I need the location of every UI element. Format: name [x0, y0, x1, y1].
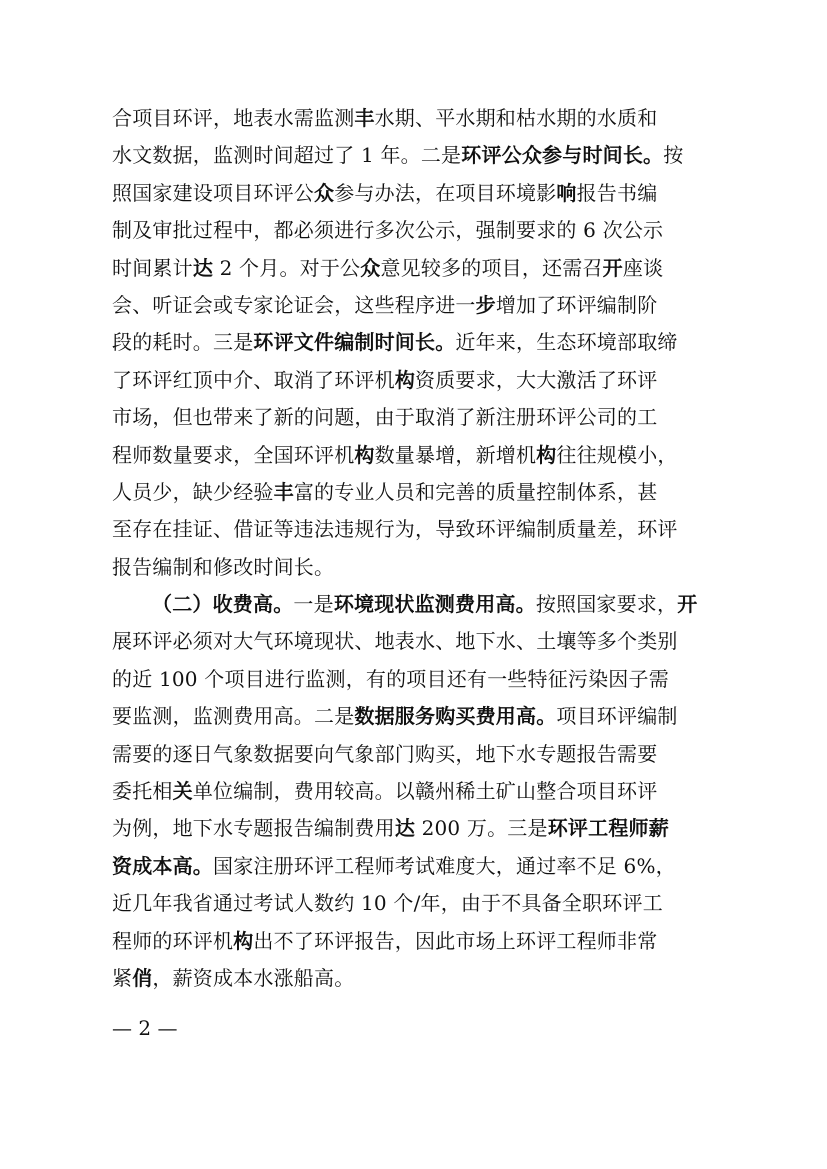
- text-run: 近年来，生态环境部取缔: [455, 330, 678, 355]
- text-line: [112, 175, 712, 212]
- text-run: 国家注册环评工程师考试难度大，通过率不足 6%，: [213, 853, 676, 878]
- text-run: 制及审批过程中，都必须进行多次公示，强制要求的 6 次公示: [112, 218, 664, 243]
- text-run: 报告书编: [576, 180, 658, 205]
- bold-text: 环评文件编制时间长。: [253, 330, 456, 355]
- text-run: 段的耗时。三是: [112, 330, 254, 355]
- bold-text: 资成本高。: [112, 853, 213, 878]
- text-run: 展环评必须对大气环境现状、地表水、地下水、土壤等多个类别: [112, 629, 678, 654]
- text-run: 座谈: [622, 255, 664, 280]
- bold-text: 开: [677, 592, 698, 617]
- bold-text: 达: [394, 816, 416, 841]
- text-run: 会、听证会或专家论证会，这些程序进一: [112, 292, 476, 317]
- text-run: 报告编制和修改时间长。: [112, 554, 335, 579]
- text-run: 200 万。三是: [415, 816, 548, 841]
- text-line: [112, 474, 712, 511]
- text-run: 出不了环评报告，因此市场上环评工程师非常: [253, 928, 658, 953]
- body-text: [112, 100, 712, 997]
- bold-text: 俏: [132, 965, 153, 990]
- text-run: 数量暴增，新增机: [374, 442, 537, 467]
- text-line: [112, 698, 712, 735]
- text-run: 至存在挂证、借证等违法违规行为，导致环评编制质量差，环评: [112, 517, 678, 542]
- text-run: 增加了环评编制阶: [495, 292, 658, 317]
- text-run: 时间累计: [112, 255, 193, 280]
- bold-text: 数据服务购买费用高。: [354, 704, 557, 729]
- text-run: 项目环评编制: [556, 704, 678, 729]
- text-run: 市场，但也带来了新的问题，由于取消了新注册环评公司的工: [112, 405, 658, 430]
- text-line: [112, 212, 712, 249]
- text-run: 程师的环评机: [112, 928, 234, 953]
- text-run: 按照国家要求，: [535, 592, 678, 617]
- text-run: 水期、平水期和枯水期的水质和: [374, 106, 658, 130]
- bold-text: 环评公众参与时间长。: [461, 143, 664, 168]
- text-run: 按: [663, 143, 684, 168]
- text-line: [112, 549, 712, 586]
- bold-text: 环评工程师薪: [547, 816, 669, 841]
- bold-text: 关: [172, 779, 193, 804]
- text-line: [112, 287, 712, 324]
- text-line: [112, 885, 712, 922]
- bold-text: 响: [556, 180, 577, 205]
- text-run: 紧: [112, 965, 133, 990]
- text-run: 近几年我省通过考试人数约 10 个/年，由于不具备全职环评工: [112, 891, 663, 916]
- bold-text: 构: [233, 928, 254, 953]
- text-line: [112, 437, 712, 474]
- text-line: [112, 137, 712, 174]
- bold-text: 丰: [354, 106, 375, 130]
- text-line: [112, 511, 712, 548]
- text-line: [112, 250, 712, 287]
- page-number: — 2 —: [112, 1016, 178, 1040]
- text-line: [112, 100, 712, 137]
- text-run: 富的专业人员和完善的质量控制体系，甚: [293, 479, 658, 504]
- text-line: [112, 399, 712, 436]
- text-line: [112, 661, 712, 698]
- text-run: 需要的逐日气象数据要向气象部门购买，地下水专题报告需要: [112, 741, 658, 766]
- text-line: [112, 923, 712, 960]
- text-run: 委托相: [112, 779, 173, 804]
- text-run: 水文数据，监测时间超过了 1 年。二是: [112, 143, 462, 168]
- bold-text: 众: [314, 180, 335, 205]
- text-run: 往往规模小，: [556, 442, 678, 467]
- bold-text: 步: [475, 292, 496, 317]
- text-run: 意见较多的项目，还需召: [380, 255, 603, 280]
- text-run: 程师数量要求，全国环评机: [112, 442, 355, 467]
- bold-text: 环境现状监测费用高。: [333, 592, 536, 617]
- text-line: [112, 623, 712, 660]
- text-line: [112, 773, 712, 810]
- text-run: 合项目环评，地表水需监测: [112, 106, 355, 130]
- bold-text: 众: [360, 255, 381, 280]
- text-line: [112, 848, 712, 885]
- text-run: 为例，地下水专题报告编制费用: [112, 816, 395, 841]
- text-line: [112, 736, 712, 773]
- bold-text: （二）收费高。: [152, 592, 294, 617]
- bold-text: 构: [536, 442, 557, 467]
- text-line: [112, 586, 712, 623]
- text-line: [112, 324, 712, 361]
- bold-text: 构: [394, 367, 416, 392]
- text-run: 单位编制，费用较高。以赣州稀土矿山整合项目环评: [192, 779, 658, 804]
- bold-text: 开: [602, 255, 623, 280]
- text-run: 2 个月。对于公: [213, 255, 361, 280]
- text-line: [112, 362, 712, 399]
- text-run: 参与办法，在项目环境影: [334, 180, 557, 205]
- bold-text: 达: [192, 255, 214, 280]
- bold-text: 构: [354, 442, 375, 467]
- text-run: ，薪资成本水涨船高。: [152, 965, 355, 990]
- text-run: 了环评红顶中介、取消了环评机: [112, 367, 395, 392]
- text-run: 的近 100 个项目进行监测，有的项目还有一些特征污染因子需: [112, 666, 669, 691]
- text-run: 一是: [293, 592, 334, 617]
- text-run: 资质要求，大大激活了环评: [415, 367, 658, 392]
- text-line: [112, 960, 712, 997]
- text-run: 人员少，缺少经验: [112, 479, 274, 504]
- text-run: 要监测，监测费用高。二是: [112, 704, 355, 729]
- bold-text: 丰: [273, 479, 294, 504]
- text-line: [112, 810, 712, 847]
- text-run: 照国家建设项目环评公: [112, 180, 314, 205]
